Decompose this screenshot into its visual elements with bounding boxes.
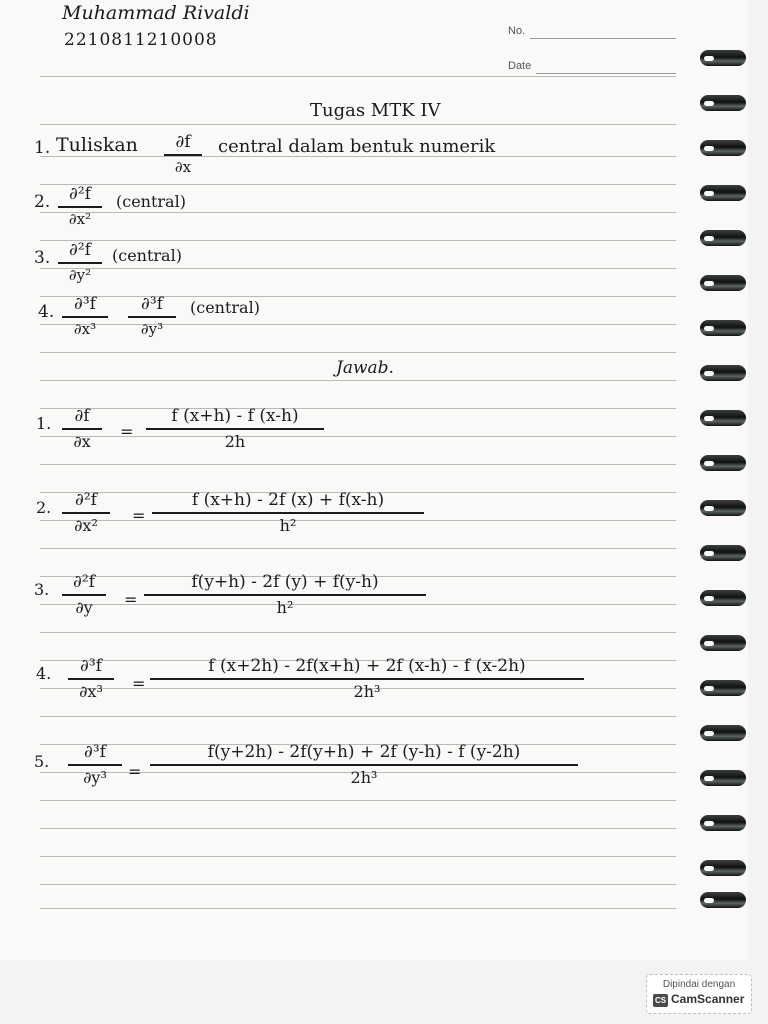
fraction-numerator: ∂f <box>175 132 191 152</box>
fraction-denominator: ∂x² <box>68 210 92 228</box>
answer-rhs <box>144 572 426 617</box>
fraction-numerator: f (x+h) - f (x-h) <box>171 406 299 426</box>
spiral-ring <box>700 50 746 66</box>
fraction-bar <box>58 262 102 264</box>
date-line <box>536 73 676 74</box>
spiral-ring <box>700 815 746 831</box>
spiral-ring <box>700 320 746 336</box>
fraction-bar <box>68 764 122 766</box>
answer-number: 1. <box>36 414 52 433</box>
spiral-ring <box>700 590 746 606</box>
question-number: 3. <box>34 248 51 268</box>
fraction-bar <box>144 594 426 596</box>
fraction-bar <box>62 428 102 430</box>
spiral-ring <box>700 635 746 651</box>
fraction-numerator: ∂³f <box>80 656 102 676</box>
answer-number: 2. <box>36 498 52 517</box>
answer-heading: Jawab. <box>336 358 394 378</box>
spiral-ring <box>700 275 746 291</box>
answer-number: 5. <box>34 752 50 771</box>
fraction-denominator: 2h <box>224 432 246 451</box>
question-number: 2. <box>34 192 51 212</box>
camscanner-logo-icon: CS <box>654 996 667 1005</box>
spiral-ring <box>700 725 746 741</box>
spiral-ring <box>700 545 746 561</box>
question-fraction <box>58 240 102 284</box>
spiral-ring <box>700 185 746 201</box>
question-fraction-y <box>128 294 176 338</box>
spiral-ring <box>700 140 746 156</box>
watermark-brand: CamScanner <box>671 992 745 1006</box>
fraction-bar <box>164 154 202 156</box>
fraction-numerator: ∂f <box>74 406 90 426</box>
equals-sign: = <box>128 762 142 781</box>
question-number: 1. <box>34 138 51 158</box>
equals-sign: = <box>132 674 146 693</box>
question-fraction <box>58 184 102 228</box>
fraction-bar <box>152 512 424 514</box>
fraction-numerator: f(y+2h) - 2f(y+h) + 2f (y-h) - f (y-2h) <box>207 742 521 762</box>
student-name: Muhammad Rivaldi <box>62 2 250 24</box>
fraction-numerator: ∂²f <box>73 572 95 592</box>
no-label: No. <box>508 25 526 37</box>
spiral-binding <box>700 40 748 920</box>
fraction-denominator: h² <box>279 516 297 535</box>
answer-rhs <box>152 490 424 535</box>
fraction-denominator: 2h³ <box>350 768 378 787</box>
equals-sign: = <box>120 422 134 441</box>
fraction-denominator: ∂y² <box>68 266 92 284</box>
question-fraction-x <box>62 294 108 338</box>
fraction-denominator: ∂y³ <box>140 320 164 338</box>
spiral-ring <box>700 455 746 471</box>
fraction-numerator: ∂²f <box>69 240 91 260</box>
fraction-numerator: ∂²f <box>69 184 91 204</box>
fraction-denominator: h² <box>276 598 294 617</box>
page-title: Tugas MTK IV <box>310 100 441 121</box>
spiral-ring <box>700 230 746 246</box>
answer-number: 3. <box>34 580 50 599</box>
equals-sign: = <box>124 590 138 609</box>
spiral-ring <box>700 892 746 908</box>
fraction-denominator: ∂x³ <box>79 682 103 701</box>
fraction-numerator: ∂³f <box>74 294 96 314</box>
fraction-numerator: f(y+h) - 2f (y) + f(y-h) <box>191 572 379 592</box>
answer-lhs <box>68 656 114 701</box>
fraction-numerator: f (x+2h) - 2f(x+h) + 2f (x-h) - f (x-2h) <box>208 656 526 676</box>
spiral-ring <box>700 860 746 876</box>
fraction-bar <box>62 512 110 514</box>
fraction-numerator: ∂³f <box>141 294 163 314</box>
watermark-caption: Dipindai dengan <box>662 979 736 990</box>
answer-lhs <box>62 406 102 451</box>
fraction-denominator: ∂x² <box>74 516 98 535</box>
fraction-bar <box>62 316 108 318</box>
question-suffix: (central) <box>112 246 182 265</box>
date-label: Date <box>508 60 532 72</box>
question-fraction <box>164 132 202 176</box>
spiral-ring <box>700 410 746 426</box>
fraction-numerator: f (x+h) - 2f (x) + f(x-h) <box>191 490 385 510</box>
answer-lhs <box>62 490 110 535</box>
spiral-ring <box>700 500 746 516</box>
question-suffix: (central) <box>190 298 260 317</box>
fraction-denominator: ∂x <box>174 158 192 176</box>
camscanner-watermark <box>646 974 752 1014</box>
question-suffix: central dalam bentuk numerik <box>218 136 496 157</box>
fraction-denominator: ∂y³ <box>83 768 107 787</box>
fraction-bar <box>150 678 584 680</box>
no-line <box>530 38 676 39</box>
fraction-denominator: 2h³ <box>353 682 381 701</box>
fraction-numerator: ∂³f <box>84 742 106 762</box>
fraction-denominator: ∂x <box>73 432 91 451</box>
fraction-denominator: ∂y <box>75 598 93 617</box>
fraction-bar <box>150 764 578 766</box>
fraction-bar <box>68 678 114 680</box>
fraction-bar <box>128 316 176 318</box>
question-suffix: (central) <box>116 192 186 211</box>
question-number: 4. <box>38 302 55 322</box>
fraction-bar <box>62 594 106 596</box>
answer-rhs <box>150 742 578 787</box>
spiral-ring <box>700 770 746 786</box>
fraction-denominator: ∂x³ <box>73 320 97 338</box>
equals-sign: = <box>132 506 146 525</box>
answer-rhs <box>146 406 324 451</box>
answer-lhs <box>62 572 106 617</box>
spiral-ring <box>700 365 746 381</box>
student-id: 2210811210008 <box>64 30 218 50</box>
fraction-bar <box>58 206 102 208</box>
answer-rhs <box>150 656 584 701</box>
spiral-ring <box>700 95 746 111</box>
answer-lhs <box>68 742 122 787</box>
spiral-ring <box>700 680 746 696</box>
fraction-bar <box>146 428 324 430</box>
answer-number: 4. <box>36 664 52 683</box>
fraction-numerator: ∂²f <box>75 490 97 510</box>
question-prefix: Tuliskan <box>56 134 138 156</box>
